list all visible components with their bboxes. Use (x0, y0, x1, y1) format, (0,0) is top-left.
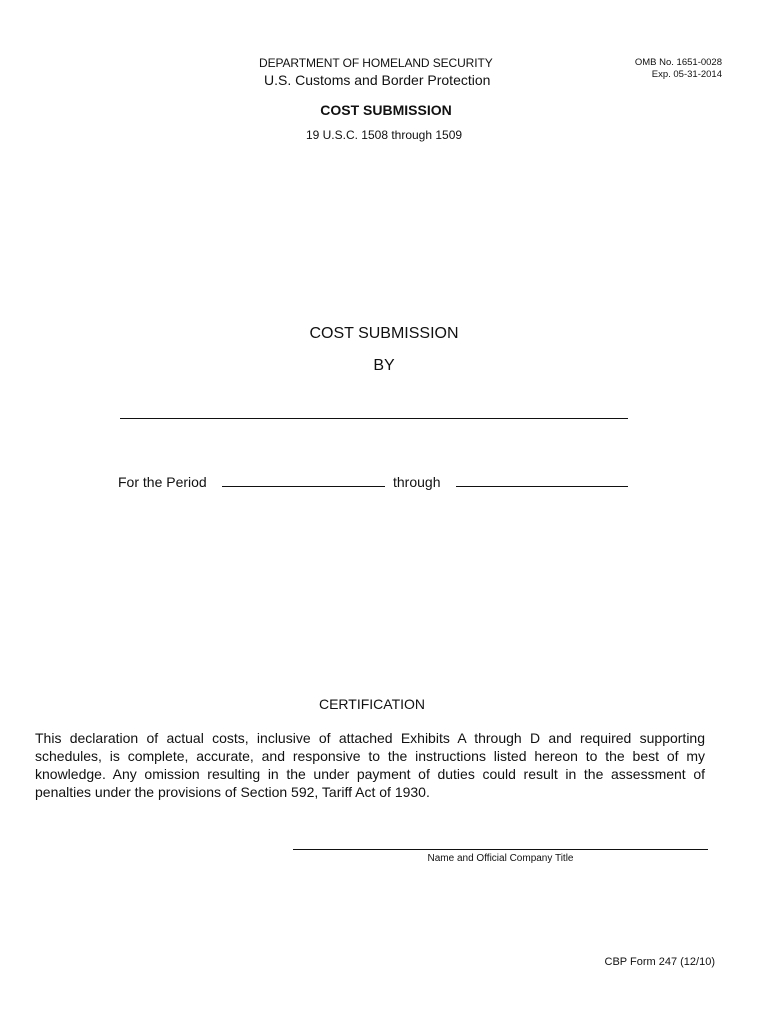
signature-caption: Name and Official Company Title (427, 853, 574, 864)
through-label: through (393, 474, 441, 490)
form-title: COST SUBMISSION (320, 102, 452, 118)
period-start-field[interactable] (222, 486, 385, 487)
by-label: BY (373, 357, 395, 374)
cost-submission-heading: COST SUBMISSION (309, 325, 459, 342)
period-label: For the Period (118, 474, 207, 490)
omb-number: OMB No. 1651-0028 (634, 57, 722, 68)
omb-info (635, 57, 722, 81)
signature-field[interactable] (293, 849, 708, 850)
department-name: DEPARTMENT OF HOMELAND SECURITY (259, 56, 493, 70)
period-end-field[interactable] (456, 486, 628, 487)
agency-name: U.S. Customs and Border Protection (264, 72, 491, 88)
certification-heading: CERTIFICATION (318, 696, 426, 712)
submitter-name-field[interactable] (120, 418, 628, 419)
statute-reference: 19 U.S.C. 1508 through 1509 (305, 128, 463, 142)
certification-text: This declaration of actual costs, inclusive of attached Exhibits A through D and required supporting schedules, is complete, accurate, and responsive to the instructions listed hereon to the best of my knowledge. Any omission resulting in the under payment of duties could result in the assessment of penalties under the provisions of Section 592, Tariff Act of 1930. (35, 730, 705, 800)
form-number: CBP Form 247 (12/10) (604, 956, 715, 968)
omb-expiration: Exp. 05-31-2014 (651, 69, 722, 80)
